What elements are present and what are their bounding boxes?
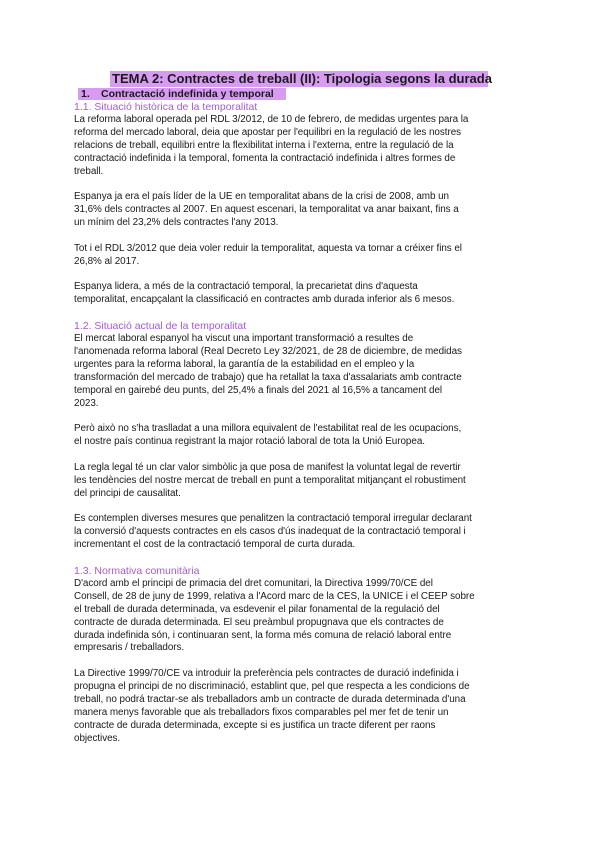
paragraph-line: durada indefinida són, i continuaran sent, la forma més comuna de relació laboral entre [74,629,452,641]
paragraph-line: D'acord amb el principi de primacia del dret comunitari, la Directiva 1999/70/CE del [74,577,433,589]
paragraph-line: 26,8% al 2017. [74,255,140,267]
paragraph-line: 2023. [74,397,99,409]
paragraph-line: La reforma laboral operada pel RDL 3/2012, de 10 de febrero, de medidas urgentes para la [74,114,469,125]
paragraph-line: Consell, de 28 de juny de 1999, relativa a l'Acord marc de la CES, la UNICE i el CEEP sobre [74,590,475,602]
paragraph-line: relacions de treball, equilibri entre la flexibilitat interna i l'externa, entre la regulació de la [74,139,454,151]
paragraph-line: un mínim del 23,2% dels contractes l'any 2013. [74,217,279,229]
paragraph-line: contracte de durada determinada. El seu preàmbul propugnava que els contractes de [74,616,444,628]
section-heading: 1.3. Normativa comunitària [74,564,200,577]
paragraph-line: urgentes para la reforma laboral, la garantía de la estabilidad en el empleo y la [74,358,415,370]
paragraph-line: 31,6% dels contractes al 2007. En aquest escenari, la temporalitat va anar baixant, fins a [74,204,459,216]
paragraph-line: Espanya ja era el país líder de la UE en temporalitat abans de la crisi de 2008, amb un [74,191,449,203]
section-subtitle [78,88,286,100]
paragraph [74,281,532,307]
paragraph-line: el nostre país continua registrant la major rotació laboral de tota la Unió Europea. [74,436,425,448]
subtitle-number: 1. [81,88,90,100]
paragraph [74,114,532,179]
paragraph-line: l'anomenada reforma laboral (Real Decreto Ley 32/2021, de 28 de diciembre, de medidas [74,345,462,357]
document-title: TEMA 2: Contractes de treball (II): Tipologia segons la durada [112,71,492,86]
paragraph-line: La regla legal té un clar valor simbòlic ja que posa de manifest la voluntat legal de revertir [74,461,461,473]
section-heading: 1.2. Situació actual de la temporalitat [74,320,247,333]
subtitle-text: Contractació indefinida y temporal [101,88,274,100]
paragraph-line: Es contemplen diverses mesures que penalitzen la contractació temporal irregular declarant [74,513,472,525]
paragraph-line: temporalitat, encapçalant la classificació en contractes amb durada inferior als 6 mesos. [74,294,455,306]
paragraph-line: reforma del mercado laboral, deia que apostar per l'equilibri en la regulació de les nostres [74,126,462,138]
paragraph-line: la conversió d'aquests contractes en els casos d'ús inadequat de la contractació temporal i [74,526,466,538]
paragraph [74,513,532,552]
paragraph [74,423,532,449]
paragraph [74,243,532,269]
paragraph-line: La Directive 1999/70/CE va introduir la preferència pels contractes de duració indefinida i [74,668,459,680]
paragraph-line: temporal en gairebé deu punts, del 25,4% a finals del 2021 al 16,5% a tancament del [74,384,443,396]
section-heading: 1.1. Situació històrica de la temporalitat [74,101,258,113]
paragraph-line: treball, no podrá tractar-se als treballadors amb un contracte de durada determinada d'una [74,693,466,705]
paragraph-line: objectives. [74,732,121,744]
paragraph-line: empresaris / treballadors. [74,642,185,654]
paragraph-line: les tendències del nostre mercat de treball en punt a temporalitat mitjançant el robustiment [74,474,466,486]
paragraph-line: treball. [74,165,104,177]
paragraph-line: Espanya lidera, a més de la contractació temporal, la precarietat dins d'aquesta [74,281,418,293]
paragraph [74,191,532,230]
paragraph [74,333,532,410]
document-body [74,101,532,758]
paragraph-line: Però això no s'ha traslladat a una millora equivalent de l'estabilitat real de les ocupacions, [74,423,462,435]
paragraph-line: contractació indefinida i la temporal, fomenta la contractació indefinida i altres formes de [74,152,456,164]
paragraph-line: incrementant el cost de la contractació temporal de curta durada. [74,539,356,551]
paragraph-line: el treball de durada determinada, va esdevenir el pilar fonamental de la regulació del [74,603,440,615]
paragraph [74,462,532,501]
paragraph-line: manera menys favorable que als treballadors fixos comparables pel mer fet de tenir un [74,706,449,718]
paragraph-line: contracte de durada determinada, excepte si es justifica un tracte diferent per raons [74,719,436,731]
paragraph [74,578,532,655]
paragraph [74,668,532,745]
paragraph-line: propugna el principi de no discriminació, establint que, pel que respecta a les condicions de [74,681,470,693]
paragraph-line: El mercat laboral espanyol ha viscut una important transformació a resultes de [74,333,414,345]
paragraph-line: Tot i el RDL 3/2012 que deia voler reduir la temporalitat, aquesta va tornar a créixer fins el [74,242,462,254]
paragraph-line: del principi de causalitat. [74,487,181,499]
paragraph-line: transformación del mercado de trabajo) que ha retallat la taxa d'assalariats amb contracte [74,371,462,383]
